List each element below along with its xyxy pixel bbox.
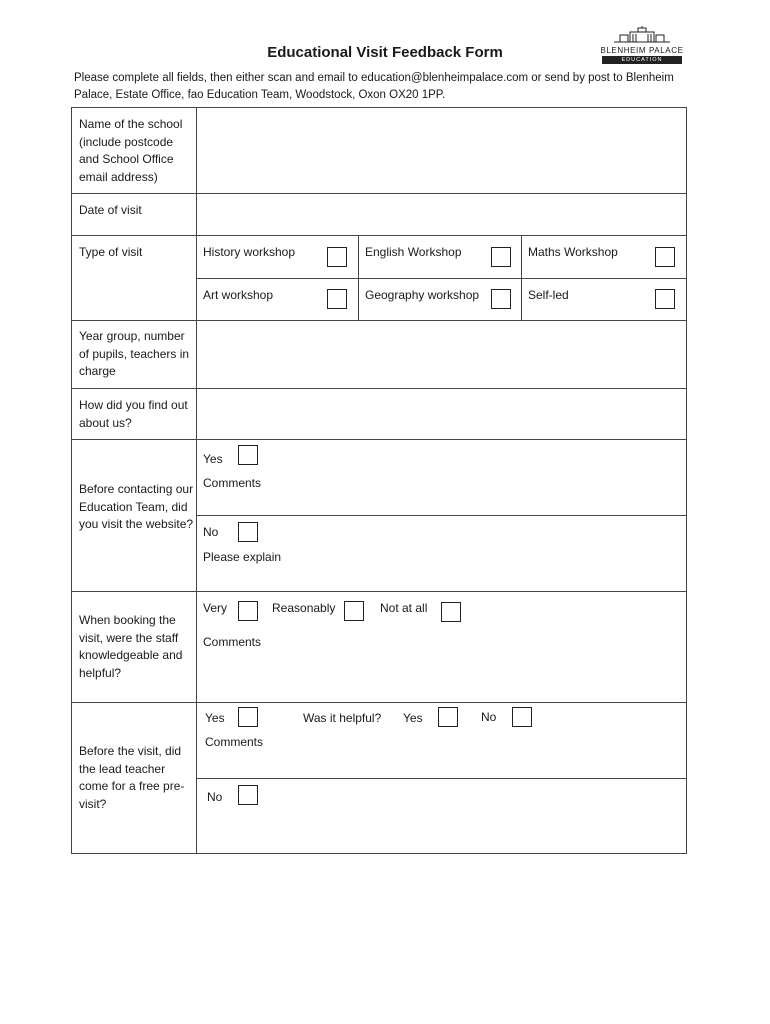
self-led-checkbox[interactable] xyxy=(655,289,675,309)
staff-not-at-all-checkbox[interactable] xyxy=(441,602,461,622)
art-workshop-checkbox[interactable] xyxy=(327,289,347,309)
how-found-field[interactable] xyxy=(197,389,686,439)
previsit-comments-label: Comments xyxy=(205,735,264,749)
english-workshop-label: English Workshop xyxy=(365,245,462,259)
previsit-yes-checkbox[interactable] xyxy=(238,707,258,727)
staff-very-label: Very xyxy=(203,601,228,615)
was-helpful-label: Was it helpful? xyxy=(303,711,382,725)
school-name-label: Name of the school (include postcode and School Office email address) xyxy=(79,117,183,184)
history-workshop-checkbox[interactable] xyxy=(327,247,347,267)
staff-comments-label: Comments xyxy=(203,635,262,649)
english-workshop-checkbox[interactable] xyxy=(491,247,511,267)
date-of-visit-field[interactable] xyxy=(197,194,686,235)
previsit-yes-label: Yes xyxy=(205,711,225,725)
website-explain-label: Please explain xyxy=(203,550,282,564)
staff-reasonably-checkbox[interactable] xyxy=(344,601,364,621)
maths-workshop-checkbox[interactable] xyxy=(655,247,675,267)
logo-name: BLENHEIM PALACE xyxy=(600,46,684,55)
previsit-no-checkbox[interactable] xyxy=(238,785,258,805)
previsit-no-label: No xyxy=(207,790,223,804)
self-led-label: Self-led xyxy=(528,288,569,302)
website-yes-checkbox[interactable] xyxy=(238,445,258,465)
website-comments-label: Comments xyxy=(203,476,262,490)
logo-subtitle: EDUCATION xyxy=(602,56,682,64)
instructions-text: Please complete all fields, then either scan and email to education@blenheimpalace.com or send by post to Blenheim Palace, Estate Office, fao Education Team, Woodstock, Oxon OX20 1PP. xyxy=(74,72,674,101)
art-workshop-label: Art workshop xyxy=(203,288,274,302)
helpful-yes-checkbox[interactable] xyxy=(438,707,458,727)
website-no-checkbox[interactable] xyxy=(238,522,258,542)
website-question-label: Before contacting our Education Team, did you visit the website? xyxy=(79,482,194,531)
staff-question-label: When booking the visit, were the staff knowledgeable and helpful? xyxy=(79,613,183,680)
staff-reasonably-label: Reasonably xyxy=(272,601,336,615)
website-no-label: No xyxy=(203,525,219,539)
staff-very-checkbox[interactable] xyxy=(238,601,258,621)
how-found-label: How did you find out about us? xyxy=(79,398,188,430)
school-name-field[interactable] xyxy=(197,108,686,193)
year-group-label: Year group, number of pupils, teachers in charge xyxy=(79,329,190,378)
helpful-no-label: No xyxy=(481,710,497,724)
staff-not-at-all-label: Not at all xyxy=(380,601,428,615)
palace-icon xyxy=(614,26,670,44)
year-group-field[interactable] xyxy=(197,321,686,388)
maths-workshop-label: Maths Workshop xyxy=(528,245,618,259)
form-title: Educational Visit Feedback Form xyxy=(267,44,503,61)
website-yes-label: Yes xyxy=(203,452,223,466)
feedback-form-table xyxy=(71,107,687,854)
type-of-visit-label: Type of visit xyxy=(79,245,143,259)
helpful-yes-label: Yes xyxy=(403,711,423,725)
geography-workshop-checkbox[interactable] xyxy=(491,289,511,309)
date-of-visit-label: Date of visit xyxy=(79,203,142,217)
geography-workshop-label: Geography workshop xyxy=(365,288,480,302)
previsit-question-label: Before the visit, did the lead teacher come for a free pre-visit? xyxy=(79,744,185,811)
blenheim-palace-logo xyxy=(600,26,684,66)
history-workshop-label: History workshop xyxy=(203,245,296,259)
helpful-no-checkbox[interactable] xyxy=(512,707,532,727)
